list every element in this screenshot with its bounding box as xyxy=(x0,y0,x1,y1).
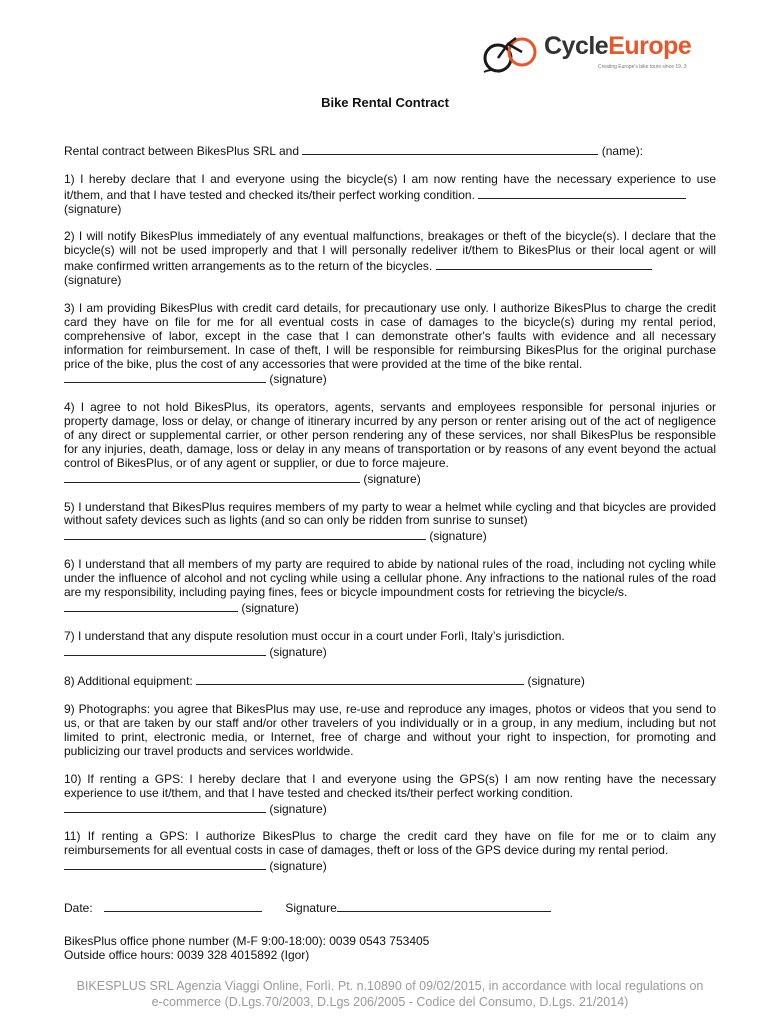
clause-3-signature-field[interactable] xyxy=(64,371,266,383)
name-field[interactable] xyxy=(302,143,598,155)
clause-2-text: 2) I will notify BikesPlus immediately of any eventual malfunctions, breakages or theft of the bicycle(s). I declare that the bicycle(s) will not be used improperly and that I will personally redeliver it/them to BikesPlus or their local agent or will make confirmed written arrangements as to the return of the bicycles. xyxy=(64,229,716,274)
document-title: Bike Rental Contract xyxy=(321,95,449,110)
signature-label: Signature xyxy=(285,901,337,916)
clause-7-signature-label: (signature) xyxy=(269,644,327,659)
clause-6-signature-field[interactable] xyxy=(64,600,238,612)
clause-1-text: 1) I hereby declare that I and everyone using the bicycle(s) I am now renting have the necessary experience to use it/them, and that I have tested and checked its/their perfect working condition. xyxy=(64,171,716,202)
clause-7 xyxy=(64,630,716,660)
clause-5-signature-label: (signature) xyxy=(429,529,487,544)
clause-10-text: 10) If renting a GPS: I hereby declare that I and everyone using the GPS(s) I am now renting have the necessary experience to use it/them, and that I have tested and checked its/their perfect working condition. xyxy=(64,771,716,800)
clause-6 xyxy=(64,558,716,616)
logo-tagline: Creating Europe's bike tours since 19..3 xyxy=(598,64,687,70)
clause-4-text: 4) I agree to not hold BikesPlus, its operators, agents, servants and employees responsible for personal injuries or property damage, loss or delay, or change of itinerary incurred by any person or renter arising out of the act of negligence of any direct or supplemental carrier, or other person rendering any of these services, nor shall BikesPlus be responsible for any injuries, death, damage, loss or delay in any means of transportation or by reasons of any event beyond the actual control of BikesPlus, or of any agent or supplier, or due to force majeure. xyxy=(64,400,716,470)
clause-2 xyxy=(64,230,716,288)
date-label: Date: xyxy=(64,901,93,916)
clause-8-signature-label: (signature) xyxy=(527,674,585,689)
clause-7-signature-field[interactable] xyxy=(64,644,266,656)
clause-11-text: 11) If renting a GPS: I authorize BikesPlus to charge the credit card they have on file for me or to claim any reimbursements for all eventual costs in case of damages, theft or loss of the GPS device during my rental period. xyxy=(64,829,716,858)
clause-3-signature-label: (signature) xyxy=(269,372,327,387)
clause-2-signature-label: (signature) xyxy=(64,273,122,288)
clause-5 xyxy=(64,501,716,545)
clause-1-signature-field[interactable] xyxy=(478,187,686,199)
office-phone: BikesPlus office phone number (M-F 9:00-18:00): 0039 0543 753405 xyxy=(64,933,430,948)
clause-4 xyxy=(64,401,716,486)
clause-6-text: 6) I understand that all members of my party are required to abide by national rules of the road, including not cycling while under the influence of alcohol and not cycling while using a cellular phone. Any infractions to the national rules of the road are my responsibility, including paying fines, fees or bicycle impoundment costs for retrieving the bicycle/s. xyxy=(64,557,716,599)
additional-equipment-field[interactable] xyxy=(196,673,524,685)
clause-2-signature-field[interactable] xyxy=(436,258,652,270)
contact-info xyxy=(64,935,716,963)
date-signature-row xyxy=(64,900,716,916)
clause-4-signature-label: (signature) xyxy=(363,471,421,486)
clause-8-text: 8) Additional equipment: xyxy=(64,674,193,689)
clause-11-signature-field[interactable] xyxy=(64,858,266,870)
intro-line xyxy=(64,143,716,159)
clause-6-signature-label: (signature) xyxy=(241,600,299,615)
clause-9-text: 9) Photographs: you agree that BikesPlus may use, re-use and reproduce any images, photos or videos that you send to us, or that are taken by our staff and/or other travelers of you individually or in a group, in any medium, including but not limited to print, electronic media, or Internet, free of charge and without your right to inspection, for promoting and publicizing our travel products and services worldwide. xyxy=(64,702,716,758)
clause-4-signature-field[interactable] xyxy=(64,471,360,483)
clause-3 xyxy=(64,302,716,387)
clause-10-signature-label: (signature) xyxy=(269,801,327,816)
bicycle-logo-icon xyxy=(478,28,542,78)
clause-7-text: 7) I understand that any dispute resolution must occur in a court under Forlì, Italy’s jurisdiction. xyxy=(64,628,565,643)
legal-footer xyxy=(40,978,740,1010)
clause-5-text: 5) I understand that BikesPlus requires members of my party to wear a helmet while cycling and that bicycles are provided without safety devices such as lights (and so can only be ridden from sunrise to sunset) xyxy=(64,499,716,528)
date-field[interactable] xyxy=(104,900,262,912)
contract-body xyxy=(64,143,716,963)
outside-hours-phone: Outside office hours: 0039 328 4015892 (Igor) xyxy=(64,947,310,962)
cycle-europe-logo xyxy=(478,28,718,78)
footer-line-2: e-commerce (D.Lgs.70/2003, D.Lgs 206/2005 - Codice del Consumo, D.Lgs. 21/2014) xyxy=(151,995,629,1009)
logo-wordmark: CycleEurope xyxy=(544,32,692,60)
clause-10 xyxy=(64,773,716,817)
clause-1 xyxy=(64,173,716,217)
intro-name-label: (name): xyxy=(601,144,644,158)
clause-1-signature-label: (signature) xyxy=(64,201,122,216)
final-signature-field[interactable] xyxy=(337,900,551,912)
clause-3-text: 3) I am providing BikesPlus with credit card details, for precautionary use only. I authorize BikesPlus to charge the credit card they have on file for me for all eventual costs in case of damages to the bicycle(s) during my rental period, comprehensive of labor, except in the case that I can demonstrate other's faults with evidence and all necessary information for reimbursement. In case of theft, I will be responsible for reimbursing BikesPlus for the original purchase price of the bike, plus the cost of any accessories that were provided at the time of the bike rental. xyxy=(64,300,716,371)
clause-9 xyxy=(64,703,716,759)
clause-5-signature-field[interactable] xyxy=(64,528,426,540)
clause-11-signature-label: (signature) xyxy=(269,859,327,874)
intro-text: Rental contract between BikesPlus SRL and xyxy=(64,144,300,158)
clause-8 xyxy=(64,673,716,689)
clause-10-signature-field[interactable] xyxy=(64,801,266,813)
clause-11 xyxy=(64,830,716,874)
footer-line-1: BIKESPLUS SRL Agenzia Viaggi Online, Forlì. Pt. n.10890 of 09/02/2015, in accordance with local regulations on xyxy=(76,979,704,993)
